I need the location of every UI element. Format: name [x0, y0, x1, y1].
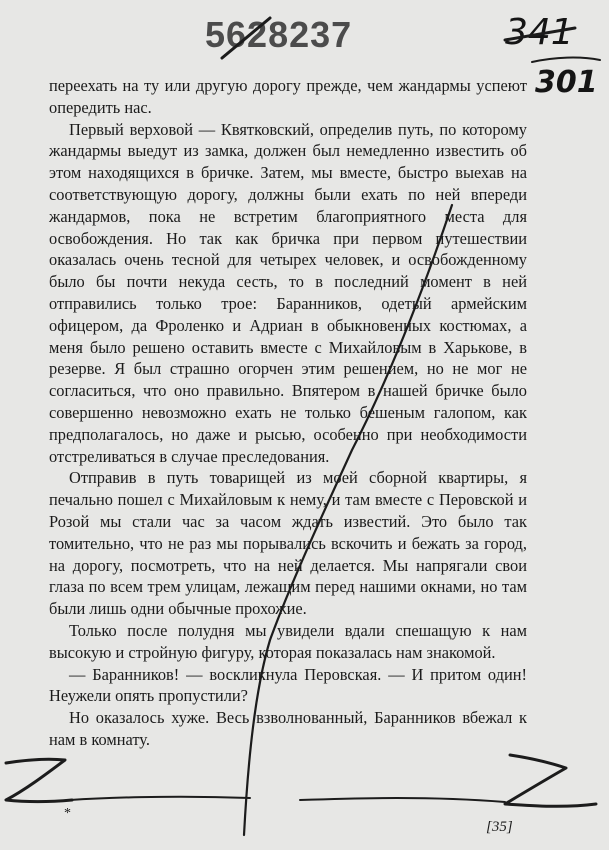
- number-underline: [532, 58, 600, 62]
- body-text: [49, 75, 527, 751]
- paragraph: Отправив в путь товарищей из моей сборной квартиры, я печально пошел с Михайловым к нему, и там вместе с Перовской и Розой мы стали час за часом ждать известий. Это было так томительно, что не раз мы порывались вскочить и бежать за город, на дорогу, посмотреть, что на ней делается. Мы напрягали свои глаза по всем трем улицам, лежащим перед нашими окнами, но там были лишь одни обычные прохожие.: [49, 468, 527, 619]
- left-margin-line: [70, 797, 250, 800]
- z-mark-left: [6, 759, 72, 801]
- page-number: [35]: [486, 819, 513, 835]
- handwritten-old-number: 341: [505, 12, 574, 53]
- archive-stamp: 5628237: [205, 14, 353, 55]
- z-mark-right: [505, 755, 596, 806]
- paragraph-dialogue: — Баранников! — воскликнула Перовская. — И притом один! Неужели опять пропустили?: [49, 664, 527, 706]
- paragraph: Но оказалось хуже. Весь взволнованный, Баранников вбежал к нам в комнату.: [49, 708, 527, 749]
- handwritten-new-number: 301: [535, 65, 598, 100]
- paragraph-continuation: переехать на ту или другую дорогу прежде, чем жандармы успеют опередить нас.: [49, 76, 527, 117]
- paragraph: Первый верховой — Квятковский, определив путь, по которому жандармы выедут из замка, должен был немедленно известить об этом находящихся в бричке. Затем, мы вместе, быстро выехав на соответствующую дорогу, должны были ехать по ней впереди жандармов, пока не встретим благоприятного места для освобождения. Но так как бричка при первом путешествии оказалась очень тесной для четырех человек, и освобожденному было бы почти некуда сесть, то в последний момент в ней отправились только трое: Баранников, одетый армейским офицером, да Фроленко и Адриан в обыкновенных костюмах, а меня было решено оставить вместе с Михайловым в Харькове, в резерве. Я был страшно огорчен этим решением, но не мог не согласиться, что оно правильно. Впятером в нашей бричке было совершенно невозможно ехать не только бешеным галопом, как предполагалось, но даже и рысью, особенно при необходимости отстреливаться в случае преследования.: [49, 119, 527, 466]
- footer-asterisk: *: [64, 806, 71, 821]
- paragraph: Только после полудня мы увидели вдали спешащую к нам высокую и стройную фигуру, которая показалась нам знакомой.: [49, 620, 527, 662]
- right-margin-line: [300, 798, 505, 802]
